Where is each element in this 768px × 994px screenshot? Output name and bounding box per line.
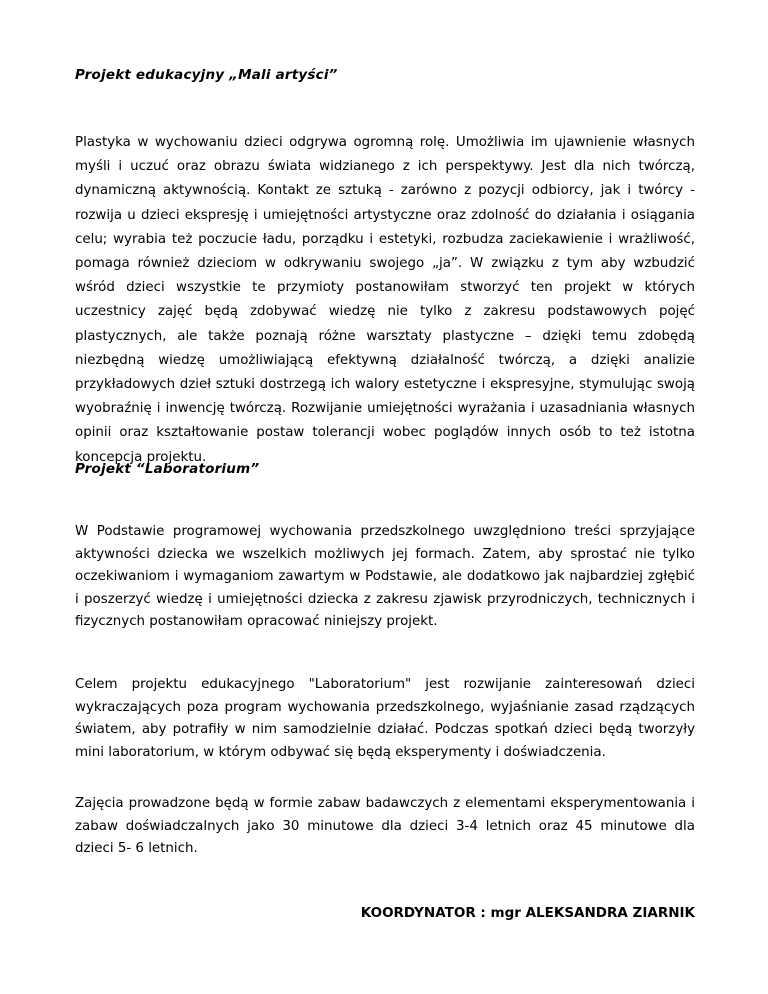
laboratorium-paragraph-1: W Podstawie programowej wychowania przedszkolnego uwzględniono treści sprzyjające aktywności dziecka we wszelkich możliwych jej formach. Zatem, aby sprostać nie tylko oczekiwaniom i wymaganiom zawartym w Podstawie, ale dodatkowo jak najbardziej zgłębić i poszerzyć wiedzę i umiejętności dziecka z zakresu zjawisk przyrodniczych, technicznych i fizycznych postanowiłam opracować niniejszy projekt. [75, 524, 695, 630]
mali-artysci-heading: Projekt edukacyjny „Mali artyści” [75, 67, 338, 83]
laboratorium-heading: Projekt “Laboratorium” [75, 461, 260, 477]
laboratorium-paragraph-2: Celem projektu edukacyjnego "Laboratorium" jest rozwijanie zainteresowań dzieci wykraczających poza program wychowania przedszkolnego, wyjaśnianie zasad rządzących światem, aby potrafiły w nim samodzielnie działać. Podczas spotkań dzieci będą tworzyły mini laboratorium, w którym odbywać się będą eksperymenty i doświadczenia. [75, 677, 695, 760]
coordinator-signature: KOORDYNATOR : mgr ALEKSANDRA ZIARNIK [360, 905, 695, 921]
laboratorium-paragraph-3: Zajęcia prowadzone będą w formie zabaw badawczych z elementami eksperymentowania i zabaw doświadczalnych jako 30 minutowe dla dzieci 3-4 letnich oraz 45 minutowe dla dzieci 5- 6 letnich. [75, 796, 695, 857]
mali-artysci-paragraph: Plastyka w wychowaniu dzieci odgrywa ogromną rolę. Umożliwia im ujawnienie własnych myśli i uczuć oraz obrazu świata widzianego z ich perspektywy. Jest dla nich twórczą, dynamiczną aktywnością. Kontakt ze sztuką - zarówno z pozycji odbiorcy, jak i twórcy - rozwija u dzieci ekspresję i umiejętności artystyczne oraz zdolność do działania i osiągania celu; wyrabia też poczucie ładu, porządku i estetyki, rozbudza zaciekawienie i wrażliwość, pomaga również dzieciom w odkrywaniu swojego „ja”. W związku z tym aby wzbudzić wśród dzieci wszystkie te przymioty postanowiłam stworzyć ten projekt w których uczestnicy zajęć będą zdobywać wiedzę nie tylko z zakresu podstawowych pojęć plastycznych, ale także poznają różne warsztaty plastyczne – dzięki temu zdobędą niezbędną wiedzę umożliwiającą efektywną działalność twórczą, a dzięki analizie przykładowych dzieł sztuki dostrzegą ich walory estetyczne i ekspresyjne, stymulując swoją wyobraźnię i inwencję twórczą. Rozwijanie umiejętności wyrażania i uzasadniania własnych opinii oraz kształtowanie postaw tolerancji wobec poglądów innych osób to też istotna koncepcja projektu. [75, 135, 695, 465]
